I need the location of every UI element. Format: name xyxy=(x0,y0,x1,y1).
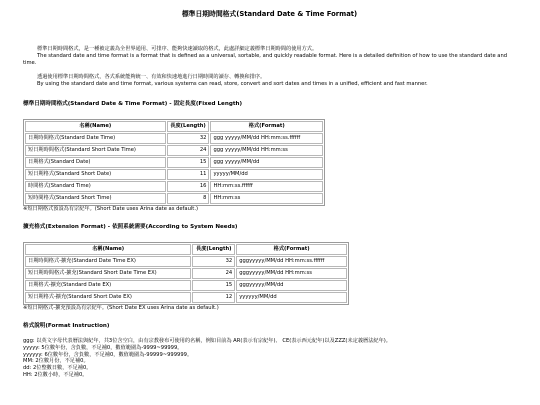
col-header-format: 格式(Format) xyxy=(210,121,323,132)
table-row xyxy=(25,157,323,168)
table-row xyxy=(25,280,347,291)
cell-name: 時間格式(Standard Time) xyxy=(25,181,166,192)
table-row xyxy=(25,193,323,204)
table-row xyxy=(25,169,323,180)
instruction-line: yyyyy: 5位數年份，含負數，不足補0，數值範圍為-9999~99999。 xyxy=(23,344,183,351)
table-header-row xyxy=(25,244,347,255)
cell-length: 11 xyxy=(167,169,210,180)
intro-en: The standard date and time format is a format that is defined as a universal, sortable, and quickly readable format. Here is a detailed definition of how to use the standard date and time. xyxy=(23,52,508,66)
fixed-length-table xyxy=(23,119,325,206)
instruction-heading: 格式說明(Format Instruction) xyxy=(23,322,110,329)
cell-length: 24 xyxy=(167,145,210,156)
cell-format: gggyyyyy/MM/dd HH:mm:ss.ffffff xyxy=(236,256,347,267)
cell-format: yyyyy/MM/dd xyxy=(210,169,323,180)
intro-paragraph xyxy=(23,46,516,66)
cell-name: 短日期時間格式(Standard Short Date Time) xyxy=(25,145,166,156)
instruction-line: HH: 2位數小時，不足補0。 xyxy=(23,371,88,378)
cell-length: 32 xyxy=(167,133,210,144)
cell-name: 日期時間格式(Standard Date Time) xyxy=(25,133,166,144)
instruction-line: dd: 2位整數日數，不足補0。 xyxy=(23,365,92,372)
cell-length: 8 xyxy=(167,193,210,204)
cell-name: 短日期格式-擴充(Standard Short Date EX) xyxy=(25,292,191,303)
cell-length: 12 xyxy=(192,292,235,303)
instruction-line: MM: 2位數月份，不足補0。 xyxy=(23,358,89,365)
cell-length: 16 xyxy=(167,181,210,192)
col-header-name: 名稱(Name) xyxy=(25,121,166,132)
fixed-length-heading: 標準日期時間格式(Standard Date & Time Format) - 固定長度(Fixed Length) xyxy=(23,100,243,107)
table-row xyxy=(25,181,323,192)
extension-note: ※短日期格式-擴充預設為有宗紀年。(Short Date EX uses Arina date as default.) xyxy=(23,305,219,312)
intro2-en: By using the standard date and time format, various systems can read, store, convert and sort dates and times in a unified, efficient and fast manner. xyxy=(37,81,428,87)
instruction-list xyxy=(23,338,516,379)
cell-length: 15 xyxy=(192,280,235,291)
instruction-line: ggg: 以英文字母代表曆法與紀年，共3位含空白，由有宗教發布可使用的名稱，例如目前為 AR(表示有宗紀年)、 CE(表示西元紀年)以及ZZZ(未定義曆法紀年)。 xyxy=(23,338,391,345)
extension-heading: 擴充格式(Extension Format) - 依照系統需要(According to System Needs) xyxy=(23,223,238,230)
cell-format: HH:mm:ss.ffffff xyxy=(210,181,323,192)
cell-name: 短日期格式(Standard Short Date) xyxy=(25,169,166,180)
cell-format: gggyyyyy/MM/dd HH:mm:ss xyxy=(236,268,347,279)
table-row xyxy=(25,133,323,144)
intro-paragraph-2 xyxy=(23,74,516,88)
table-row xyxy=(25,268,347,279)
extension-table xyxy=(23,242,349,305)
cell-length: 32 xyxy=(192,256,235,267)
cell-format: gggyyyyy/MM/dd xyxy=(236,280,347,291)
table-row xyxy=(25,292,347,303)
cell-name: 日期時間格式-擴充(Standard Date Time EX) xyxy=(25,256,191,267)
cell-format: ggg yyyyy/MM/dd HH:mm:ss.ffffff xyxy=(210,133,323,144)
table-header-row xyxy=(25,121,323,132)
intro2-zh: 透過使用標準日期時間格式，各式系統能夠統一、有效和快速地進行日期時間的讀存、轉換和排序。 xyxy=(37,74,266,81)
cell-length: 24 xyxy=(192,268,235,279)
table-row xyxy=(25,256,347,267)
cell-format: ggg yyyyy/MM/dd xyxy=(210,157,323,168)
cell-length: 15 xyxy=(167,157,210,168)
page-title: 標準日期時間格式(Standard Date & Time Format) xyxy=(181,10,358,18)
intro-zh: 標準日期時間格式，是一種被定義為全世界通用、可排序、能夠快速讀取的格式，此處詳細定義標準日期時間的使用方式。 xyxy=(37,46,318,52)
col-header-name: 名稱(Name) xyxy=(25,244,191,255)
col-header-format: 格式(Format) xyxy=(236,244,347,255)
cell-name: 日期格式(Standard Date) xyxy=(25,157,166,168)
col-header-length: 長度(Length) xyxy=(192,244,235,255)
cell-format: ggg yyyyy/MM/dd HH:mm:ss xyxy=(210,145,323,156)
cell-name: 日期格式-擴充(Standard Date EX) xyxy=(25,280,191,291)
cell-name: 短日期時間格式-擴充(Standard Short Date Time EX) xyxy=(25,268,191,279)
cell-format: HH:mm:ss xyxy=(210,193,323,204)
fixed-length-note: ※短日期格式預設為有宗紀年。(Short Date uses Arina date as default.) xyxy=(23,206,198,213)
cell-name: 短時間格式(Standard Short Time) xyxy=(25,193,166,204)
instruction-line: yyyyyy: 6位數年份，含負數，不足補0，數值範圍為-99999~999999。 xyxy=(23,351,193,358)
cell-format: yyyyyy/MM/dd xyxy=(236,292,347,303)
col-header-length: 長度(Length) xyxy=(167,121,210,132)
table-row xyxy=(25,145,323,156)
